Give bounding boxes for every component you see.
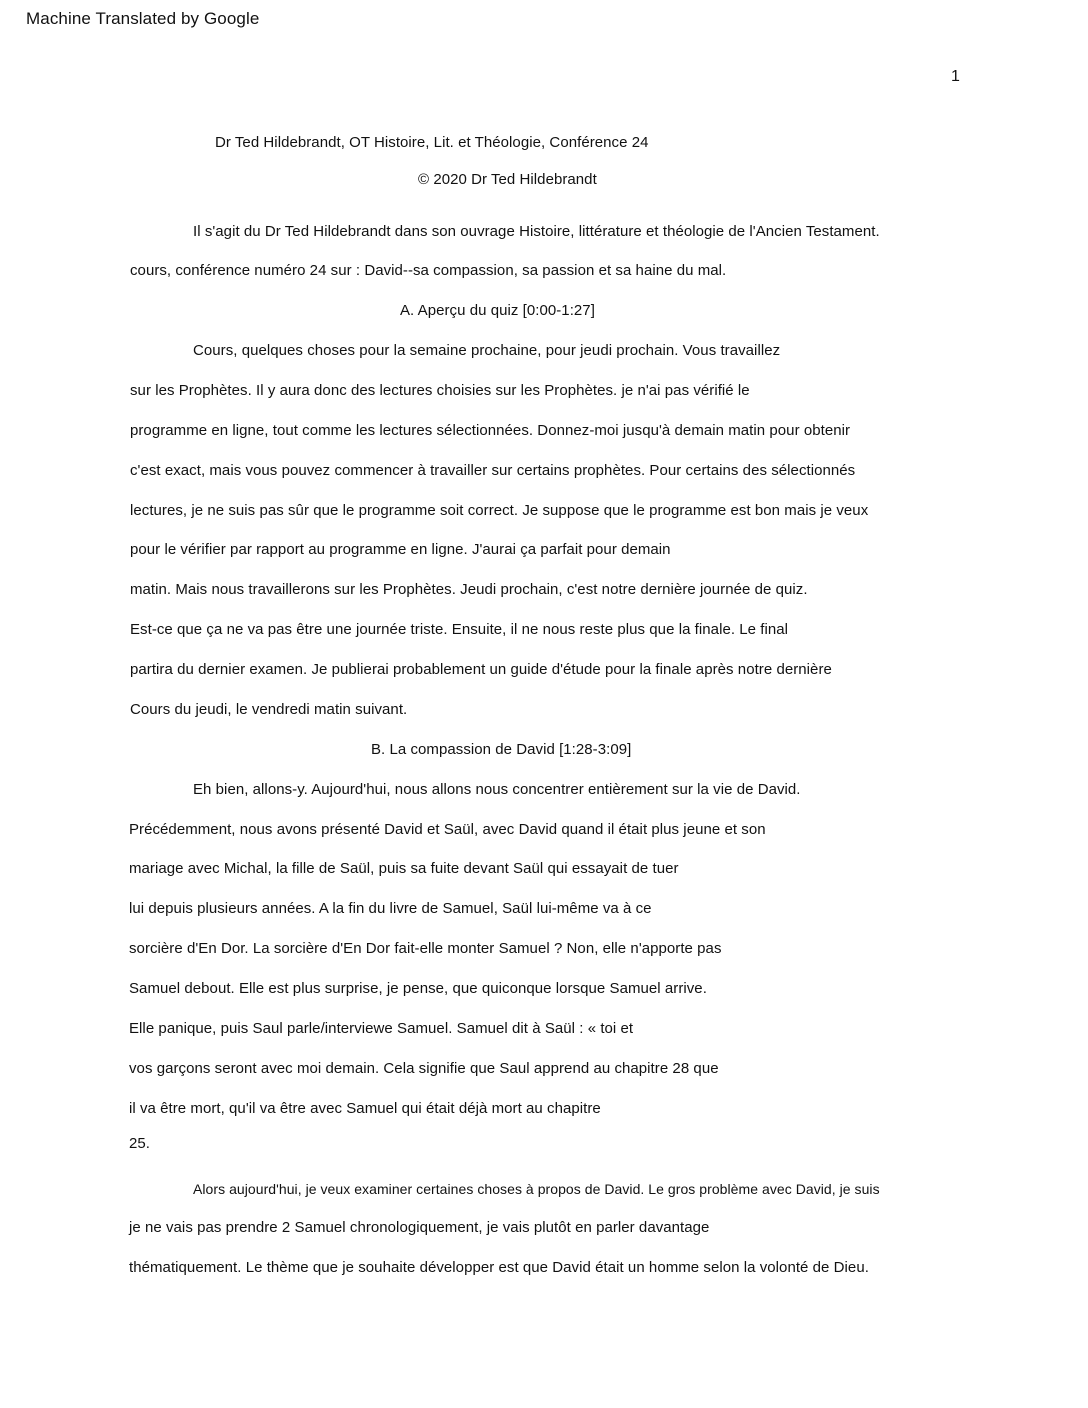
section-a-line: matin. Mais nous travaillerons sur les Prophètes. Jeudi prochain, c'est notre dernière journée de quiz. <box>130 581 808 598</box>
section-b-line: il va être mort, qu'il va être avec Samuel qui était déjà mort au chapitre <box>129 1100 601 1117</box>
section-a-line: c'est exact, mais vous pouvez commencer à travailler sur certains prophètes. Pour certains des sélectionnés <box>130 462 856 479</box>
section-b-line: Samuel debout. Elle est plus surprise, je pense, que quiconque lorsque Samuel arrive. <box>129 980 707 997</box>
section-a-heading: A. Aperçu du quiz [0:00-1:27] <box>400 302 595 319</box>
section-b-line: lui depuis plusieurs années. A la fin du livre de Samuel, Saül lui-même va à ce <box>129 900 652 917</box>
section-a-line: lectures, je ne suis pas sûr que le programme soit correct. Je suppose que le programme est bon mais je veux <box>130 502 869 519</box>
section-b-line: Elle panique, puis Saul parle/interviewe Samuel. Samuel dit à Saül : « toi et <box>129 1020 634 1037</box>
section-a-line: partira du dernier examen. Je publierai probablement un guide d'étude pour la finale après notre dernière <box>130 661 832 678</box>
document-title: Dr Ted Hildebrandt, OT Histoire, Lit. et Théologie, Conférence 24 <box>215 134 649 151</box>
copyright-line: © 2020 Dr Ted Hildebrandt <box>418 171 597 188</box>
section-b-heading: B. La compassion de David [1:28-3:09] <box>371 741 632 758</box>
section-b-line: Eh bien, allons-y. Aujourd'hui, nous allons nous concentrer entièrement sur la vie de David. <box>193 781 801 798</box>
intro-line: cours, conférence numéro 24 sur : David--sa compassion, sa passion et sa haine du mal. <box>130 262 727 279</box>
section-b-line: 25. <box>129 1135 151 1152</box>
section-b-line: sorcière d'En Dor. La sorcière d'En Dor fait-elle monter Samuel ? Non, elle n'apporte pas <box>129 940 722 957</box>
section-b-line: mariage avec Michal, la fille de Saül, puis sa fuite devant Saül qui essayait de tuer <box>129 860 679 877</box>
section-a-line: sur les Prophètes. Il y aura donc des lectures choisies sur les Prophètes. je n'ai pas vérifié le <box>130 382 750 399</box>
section-a-line: programme en ligne, tout comme les lectures sélectionnées. Donnez-moi jusqu'à demain matin pour obtenir <box>130 422 851 439</box>
page-number: 1 <box>951 68 960 85</box>
machine-translation-banner: Machine Translated by Google <box>26 9 260 28</box>
section-a-line: pour le vérifier par rapport au programme en ligne. J'aurai ça parfait pour demain <box>130 541 671 558</box>
section-a-line: Cours, quelques choses pour la semaine prochaine, pour jeudi prochain. Vous travaillez <box>193 342 781 359</box>
section-a-line: Cours du jeudi, le vendredi matin suivant. <box>130 701 408 718</box>
section-a-line: Est-ce que ça ne va pas être une journée triste. Ensuite, il ne nous reste plus que la finale. Le final <box>130 621 789 638</box>
section-b-line: vos garçons seront avec moi demain. Cela signifie que Saul apprend au chapitre 28 que <box>129 1060 719 1077</box>
intro-line: Il s'agit du Dr Ted Hildebrandt dans son ouvrage Histoire, littérature et théologie de l'Ancien Testament. <box>193 223 880 240</box>
section-b-paragraph2-line: thématiquement. Le thème que je souhaite développer est que David était un homme selon la volonté de Dieu. <box>129 1259 869 1276</box>
section-b-paragraph2-line: Alors aujourd'hui, je veux examiner certaines choses à propos de David. Le gros problème avec David, je suis <box>193 1181 880 1197</box>
section-b-line: Précédemment, nous avons présenté David et Saül, avec David quand il était plus jeune et son <box>129 821 766 838</box>
section-b-paragraph2-line: je ne vais pas prendre 2 Samuel chronologiquement, je vais plutôt en parler davantage <box>129 1219 710 1236</box>
